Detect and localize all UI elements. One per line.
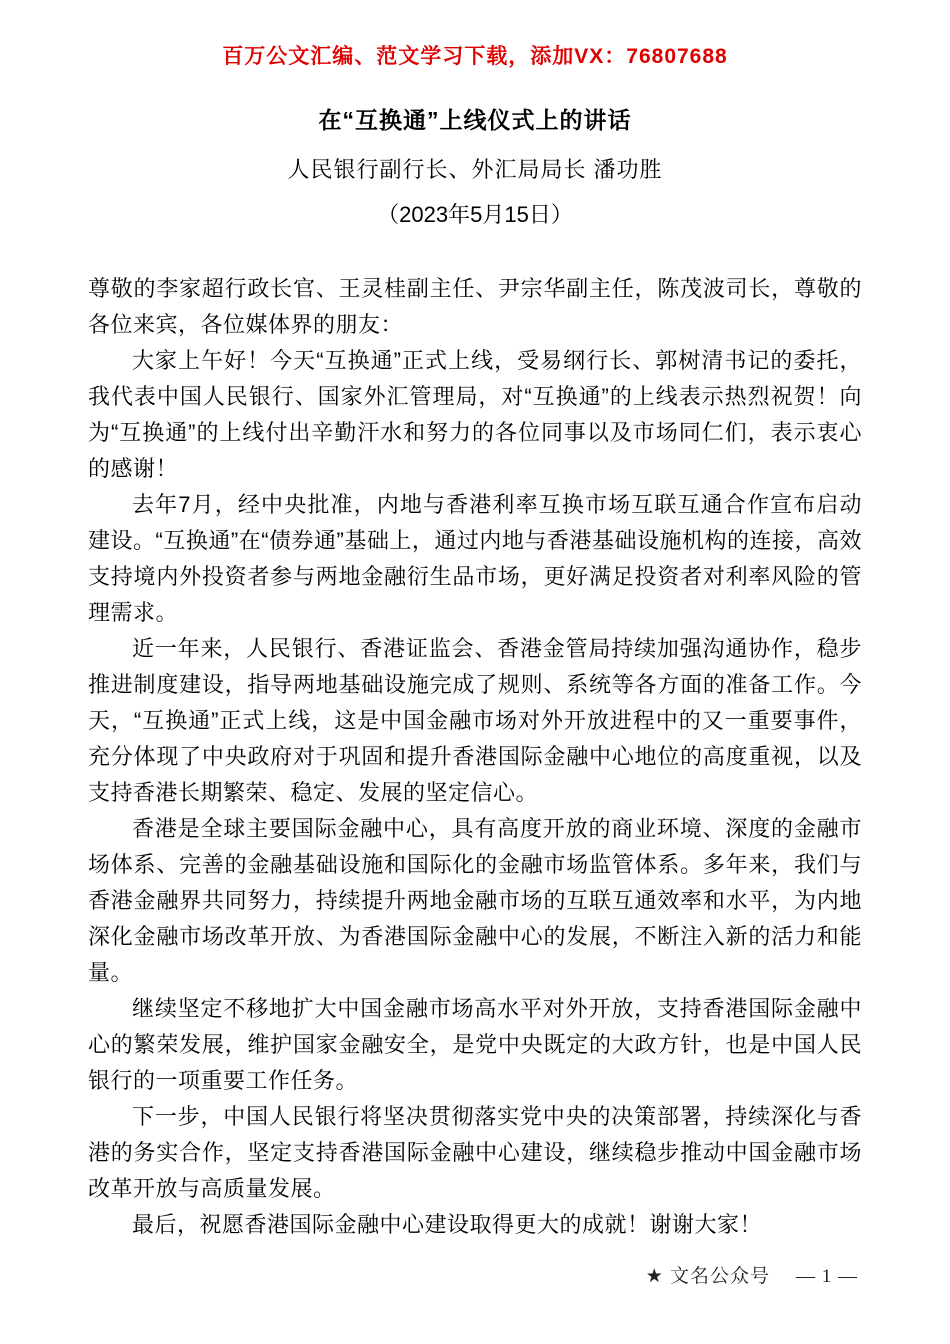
header-notice: 百万公文汇编、范文学习下载，添加VX：76807688 (222, 45, 728, 68)
document-title: 在“互换通”上线仪式上的讲话 (318, 107, 632, 133)
footer-page-number: — 1 — (796, 1266, 858, 1287)
paragraph: 下一步，中国人民银行将坚决贯彻落实党中央的决策部署，持续深化与香港的务实合作，坚定支持香港国际金融中心建设，继续稳步推动中国金融市场改革开放与高质量发展。 (88, 1104, 862, 1201)
paragraph: 尊敬的李家超行政长官、王灵桂副主任、尹宗华副主任，陈茂波司长，尊敬的各位来宾，各位媒体界的朋友： (88, 276, 862, 337)
paragraph: 去年7月，经中央批准，内地与香港利率互换市场互联互通合作宣布启动建设。“互换通”在“债券通”基础上，通过内地与香港基础设施机构的连接，高效支持境内外投资者参与两地金融衍生品市场，更好满足投资者对利率风险的管理需求。 (88, 492, 862, 625)
paragraph: 最后，祝愿香港国际金融中心建设取得更大的成就！谢谢大家！ (132, 1212, 763, 1237)
paragraph: 近一年来，人民银行、香港证监会、香港金管局持续加强沟通协作，稳步推进制度建设，指导两地基础设施完成了规则、系统等各方面的准备工作。今天，“互换通”正式上线，这是中国金融市场对外开放进程中的又一重要事件，充分体现了中央政府对于巩固和提升香港国际金融中心地位的高度重视，以及支持香港长期繁荣、稳定、发展的坚定信心。 (88, 636, 862, 805)
paragraph: 大家上午好！今天“互换通”正式上线，受易纲行长、郭树清书记的委托，我代表中国人民银行、国家外汇管理局，对“互换通”的上线表示热烈祝贺！向为“互换通”的上线付出辛勤汗水和努力的各位同事以及市场同仁们，表示衷心的感谢！ (88, 348, 862, 481)
document-date: （2023年5月15日） (377, 202, 573, 227)
footer-account-label: ★ 文名公众号 (645, 1266, 770, 1287)
document-subtitle: 人民银行副行长、外汇局局长 潘功胜 (287, 157, 663, 182)
page-footer (646, 1261, 858, 1288)
paragraph: 继续坚定不移地扩大中国金融市场高水平对外开放，支持香港国际金融中心的繁荣发展，维护国家金融安全，是党中央既定的大政方针，也是中国人民银行的一项重要工作任务。 (88, 996, 862, 1093)
paragraph: 香港是全球主要国际金融中心，具有高度开放的商业环境、深度的金融市场体系、完善的金融基础设施和国际化的金融市场监管体系。多年来，我们与香港金融界共同努力，持续提升两地金融市场的互联互通效率和水平，为内地深化金融市场改革开放、为香港国际金融中心的发展，不断注入新的活力和能量。 (88, 816, 862, 985)
document-body (88, 271, 862, 1243)
